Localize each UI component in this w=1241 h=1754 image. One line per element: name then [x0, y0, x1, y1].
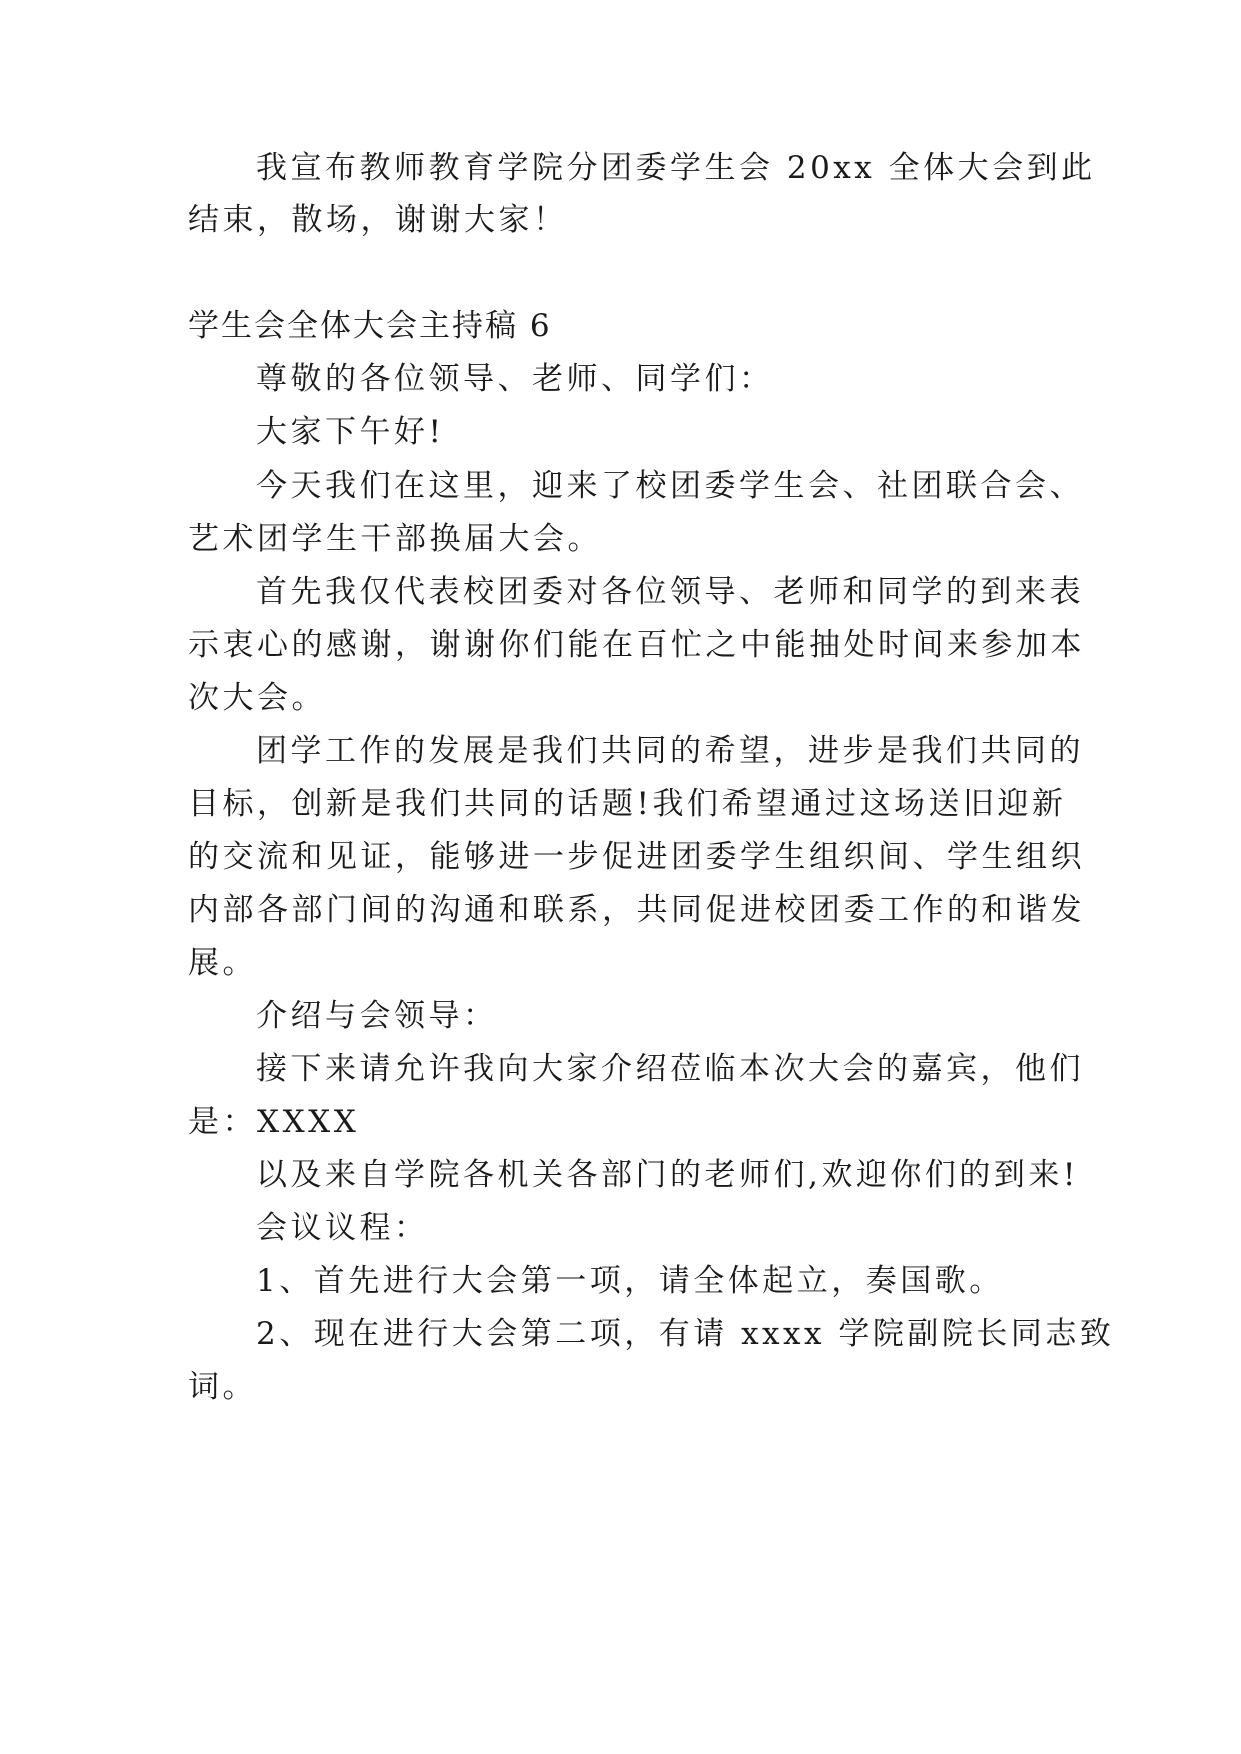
paragraph-1-line-2: 艺术团学生干部换届大会。	[188, 521, 602, 557]
paragraph-3-line-5: 展。	[188, 945, 257, 981]
paragraph-2-line-1: 首先我仅代表校团委对各位领导、老师和同学的到来表	[256, 574, 1084, 610]
paragraph-2-line-2: 示衷心的感谢，谢谢你们能在百忙之中能抽处时间来参加本	[188, 627, 1085, 663]
welcome-line: 以及来自学院各机关各部门的老师们,欢迎你们的到来!	[256, 1157, 1079, 1193]
intro-heading: 介绍与会领导：	[256, 998, 498, 1034]
paragraph-2-line-3: 次大会。	[188, 680, 326, 716]
salutation: 尊敬的各位领导、老师、同学们：	[256, 361, 774, 397]
agenda-heading: 会议议程：	[256, 1210, 429, 1246]
closing-line-2: 结束，散场，谢谢大家！	[188, 202, 568, 238]
agenda-item-2-line-2: 词。	[188, 1369, 257, 1405]
paragraph-3-line-3: 的交流和见证，能够进一步促进团委学生组织间、学生组织	[188, 839, 1085, 875]
paragraph-3-line-2: 目标，创新是我们共同的话题!我们希望通过这场送旧迎新	[188, 786, 1067, 822]
paragraph-1-line-1: 今天我们在这里，迎来了校团委学生会、社团联合会、	[256, 468, 1084, 504]
intro-line-1: 接下来请允许我向大家介绍莅临本次大会的嘉宾，他们	[256, 1051, 1084, 1087]
agenda-item-1: 1、首先进行大会第一项，请全体起立，奏国歌。	[256, 1263, 1004, 1299]
paragraph-3-line-1: 团学工作的发展是我们共同的希望，进步是我们共同的	[256, 733, 1084, 769]
greeting: 大家下午好!	[256, 414, 445, 450]
closing-line-1: 我宣布教师教育学院分团委学生会 20xx 全体大会到此	[256, 150, 1096, 186]
agenda-item-2-line-1: 2、现在进行大会第二项，有请 xxxx 学院副院长同志致	[256, 1316, 1115, 1352]
paragraph-3-line-4: 内部各部门间的沟通和联系，共同促进校团委工作的和谐发	[188, 892, 1085, 928]
intro-line-2: 是：XXXX	[188, 1104, 360, 1140]
section-title: 学生会全体大会主持稿 6	[188, 308, 552, 344]
